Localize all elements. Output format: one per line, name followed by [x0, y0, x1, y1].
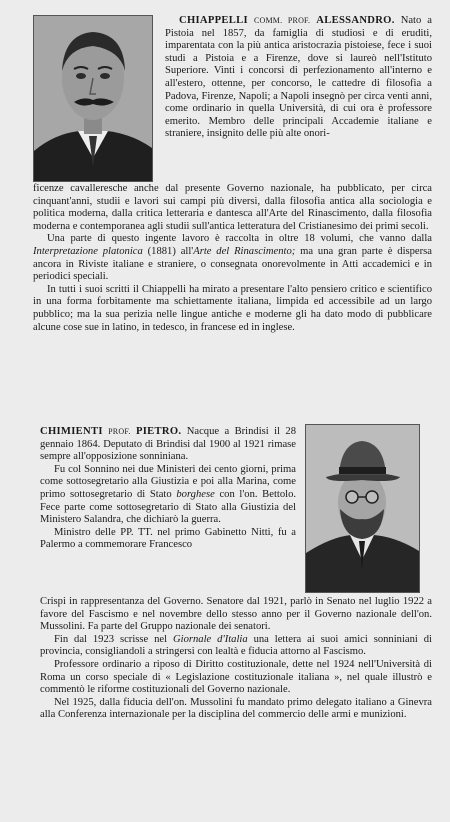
portrait-chimienti — [305, 424, 420, 593]
entry-chimienti-p3-continuation: Crispi in rappresentanza del Governo. Senatore dal 1921, parlò in Senato nel luglio 1922 a favore del Fascismo e nel novembre dello stesso anno per il Governo nazionale dell'on. Mussolini. Fa parte del Gruppo nazionale dei senatori. — [40, 596, 432, 633]
portrait-chiappelli — [33, 15, 153, 182]
book-title-arte: Arte del Rinascimento; — [193, 245, 296, 257]
entry-chimienti-paragraph-2 — [40, 464, 296, 527]
portrait-chiappelli-drawing — [34, 16, 152, 181]
entry-chiappelli-given-name: ALESSANDRO. — [316, 15, 395, 26]
c-p4-text-b: una lettera ai suoi amici sonniniani di provincia, consigliandoli a stringersi con lealtà e fiducia attorno al Fascismo. — [40, 633, 432, 658]
entry-chimienti-paragraph-3: Ministro delle PP. TT. nel primo Gabinetto Nitti, fu a Palermo a commemorare Francesco — [40, 526, 296, 551]
newspaper-title: Giornale d'Italia — [172, 633, 248, 645]
p2-text-c: ma una gran parte è dispersa ancora in Riviste italiane e straniere, o consegnata onorevolmente in Atti accademici e in periodici speciali. — [33, 245, 432, 283]
entry-chiappelli-title: COMM. PROF. — [253, 16, 311, 25]
entry-chimienti-body — [40, 596, 432, 722]
entry-chiappelli-side-text: Nato a Pistoia nel 1857, da famiglia di studiosi e di eruditi, imparentata con la più antica aristocrazia pistoiese, fece i suoi studi a Pistoia e a Firenze, dove si laureò nell'Istituto Superiore. Vinti i concorsi di perfezionamento all'interno e all'estero, ottenne, per concorso, le cattedre di filosofia a Padova, Firenze, Napoli; a Napoli insegnò per circa venti anni, come ordinario in quella Università, di cui ora è professore emerito. Membro delle principali Accademie italiane e straniere, insignito delle più alte onori- — [165, 15, 433, 140]
portrait-chimienti-drawing — [306, 425, 419, 592]
p2-text-a: Una parte di questo ingente lavoro è raccolta in oltre 18 volumi, che vanno dalla — [47, 233, 432, 245]
entry-chiappelli-surname: CHIAPPELLI — [179, 15, 248, 26]
entry-chimienti-paragraph-5: Professore ordinario a riposo di Diritto costituzionale, dette nel 1924 nell'Università di Roma un corso speciale di « Legislazione costituzionale italiana », nel quale illustrò e commentò le riforme costituzionali del Governo nazionale. — [40, 658, 432, 696]
entry-chiappelli-continuation: ficenze cavalleresche anche dal presente Governo nazionale, ha pubblicato, per circa cinquant'anni, studii e lavori sui campi più diversi, dalla filosofia antica alla sociologia e politica moderna, dalla critica letteraria e dantesca all'Arte del Rinascimento, dalla filosofia moderna e contemporanea agli studii sull'antica letteratura del Cristianesimo dei primi secoli. — [33, 183, 432, 232]
c-p2-text-a: Fu col Sonnino nei due Ministeri dei cento giorni, prima come sottosegretario alla Giustizia e poi alla Marina, come primo sottosegretario di Stato — [40, 463, 296, 500]
entry-chimienti-intro — [40, 426, 296, 552]
entry-chiappelli-paragraph-3: In tutti i suoi scritti il Chiappelli ha mirato a presentare l'alto pensiero critico e scientifico in una forma forbitamente ma schiettamente italiana, limpida ed accessibile ad un largo pubblico; ma la sua perizia nelle lingue antiche e moderne gli ha dato modo di pubblicare alcune cose sue in latino, in tedesco, in francese ed in inglese. — [33, 283, 432, 333]
entry-chiappelli-paragraph-2 — [33, 233, 432, 283]
p2-text-b: (1881) all' — [147, 245, 194, 257]
entry-chimienti-given-name: PIETRO. — [135, 426, 182, 437]
entry-chimienti-paragraph-4 — [40, 634, 432, 659]
entry-chiappelli-intro — [165, 15, 432, 141]
entry-chimienti-intro-text: Nacque a Brindisi il 28 gennaio 1864. Deputato di Brindisi dal 1900 al 1921 rimase sempre all'opposizione sonniniana. — [40, 426, 296, 463]
c-p2-italic: borghese — [176, 488, 215, 500]
book-title-interpretazione: Interpretazione platonica — [33, 245, 143, 257]
entry-chimienti-title: PROF. — [108, 427, 131, 436]
entry-chiappelli-body — [33, 183, 432, 334]
c-p4-text-a: Fin dal 1923 scrisse nel — [54, 633, 168, 645]
entry-chimienti-surname: CHIMIENTI — [40, 426, 103, 437]
c-p2-text-b: con l'on. Bettolo. Fece parte come sottosegretario di Stato alla Giustizia del Ministero Salandra, che dichiarò la guerra. — [40, 488, 297, 526]
entry-chimienti-paragraph-6: Nel 1925, dalla fiducia dell'on. Mussolini fu mandato primo delegato italiano a Ginevra alla Conferenza internazionale per la disciplina del commercio delle armi e munizioni. — [40, 696, 432, 721]
